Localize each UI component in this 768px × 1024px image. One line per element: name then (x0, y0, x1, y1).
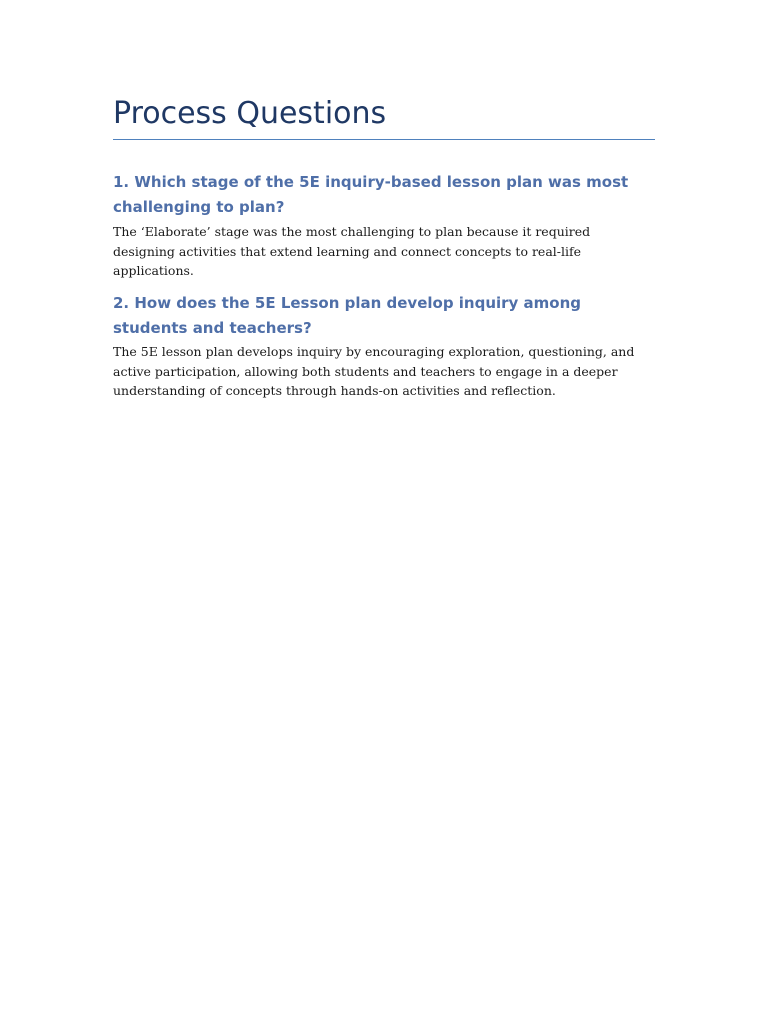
page-title: Process Questions (113, 96, 387, 131)
answer-1-text: The ‘Elaborate’ stage was the most challenging to plan because it required designing activities that extend learning and connect concepts to real-life applications. (113, 224, 591, 278)
answer-2-text: The 5E lesson plan develops inquiry by encouraging exploration, questioning, and active participation, allowing both students and teachers to engage in a deeper understanding of concepts through hands-on activities and reflection. (113, 344, 635, 398)
question-2-heading: 2. How does the 5E Lesson plan develop inquiry among students and teachers? (113, 294, 582, 337)
question-1-heading: 1. Which stage of the 5E inquiry-based lesson plan was most challenging to plan? (113, 173, 629, 216)
title-divider (113, 139, 655, 140)
